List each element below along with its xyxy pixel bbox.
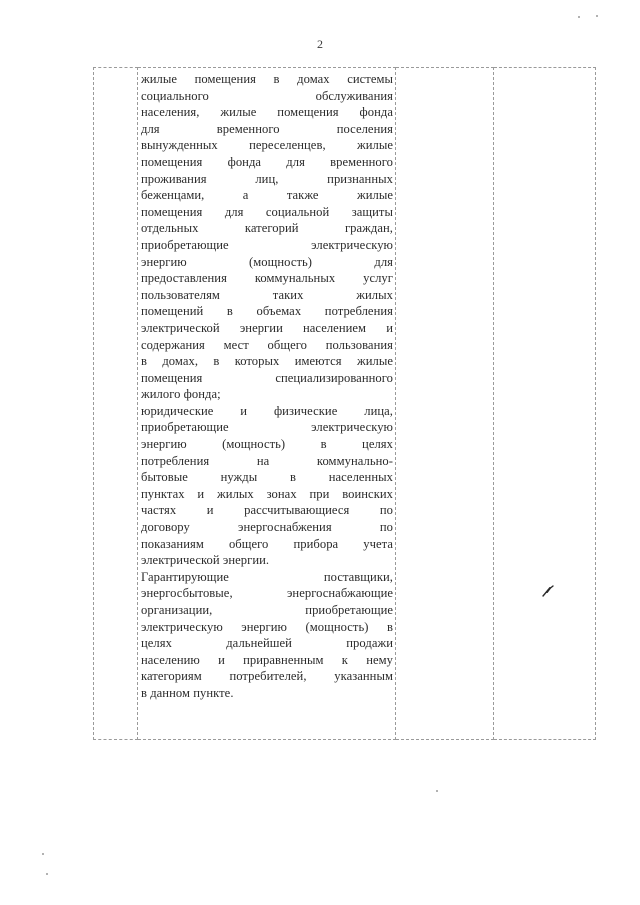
text-line: социального обслуживания [141, 88, 393, 103]
page-number: 2 [317, 37, 323, 51]
text-line: пользователям таких жилых [141, 287, 393, 302]
text-line: жилые помещения в домах системы [141, 72, 393, 86]
text-line: отдельных категорий граждан, [141, 221, 393, 236]
text-line: договору энергоснабжения по [141, 520, 393, 535]
scan-speck [46, 873, 48, 875]
text-line: потребления на коммунально- [141, 453, 393, 468]
text-line: пунктах и жилых зонах при воинских [141, 486, 393, 501]
text-line: помещения специализированного [141, 370, 393, 385]
text-line: энергию (мощность) для [141, 254, 393, 269]
text-line: электрической энергии населением и [141, 320, 393, 335]
text-line: частях и рассчитывающиеся по [141, 503, 393, 518]
text-line: вынужденных переселенцев, жилые [141, 138, 393, 153]
text-line: электрической энергии. [141, 553, 270, 568]
description-paragraph [141, 569, 393, 702]
text-line: категориям потребителей, указанным [141, 669, 393, 684]
table-row [94, 68, 596, 740]
table-cell-column-4 [494, 68, 596, 740]
text-line: в данном пункте. [141, 685, 234, 700]
description-text [138, 68, 395, 702]
text-line: энергосбытовые, энергоснабжающие [141, 586, 393, 601]
text-line: приобретающие электрическую [141, 237, 393, 252]
text-line: бытовые нужды в населенных [141, 470, 393, 485]
text-line: приобретающие электрическую [141, 420, 393, 435]
text-line: населению и приравненным к нему [141, 652, 393, 667]
document-table [93, 67, 596, 740]
text-line: организации, приобретающие [141, 603, 393, 617]
text-line: проживания лиц, признанных [141, 171, 393, 186]
text-line: содержания мест общего пользования [141, 337, 393, 352]
text-line: предоставления коммунальных услуг [141, 271, 393, 286]
text-line: Гарантирующие поставщики, [141, 569, 393, 584]
text-line: целях дальнейшей продажи [141, 636, 393, 651]
text-line: в домах, в которых имеются жилые [141, 354, 393, 369]
scan-speck [42, 853, 44, 855]
table-cell-description [138, 68, 396, 740]
text-line: помещения фонда для временного [141, 154, 393, 169]
scan-speck [596, 15, 598, 17]
pen-mark [541, 585, 555, 597]
scan-speck [578, 16, 580, 18]
text-line: энергию (мощность) в целях [141, 437, 393, 452]
text-line: юридические и физические лица, [141, 403, 393, 418]
table-cell-column-3 [396, 68, 494, 740]
description-paragraph [141, 71, 393, 403]
table-cell-number [94, 68, 138, 740]
text-line: помещения для социальной защиты [141, 204, 393, 219]
description-paragraph [141, 403, 393, 569]
text-line: жилого фонда; [141, 387, 221, 402]
scan-speck [436, 790, 438, 792]
text-line: для временного поселения [141, 121, 393, 136]
text-line: помещений в объемах потребления [141, 304, 393, 319]
text-line: населения, жилые помещения фонда [141, 105, 393, 120]
text-line: беженцами, а также жилые [141, 188, 393, 203]
text-line: показаниям общего прибора учета [141, 536, 393, 551]
text-line: электрическую энергию (мощность) в [141, 619, 393, 634]
